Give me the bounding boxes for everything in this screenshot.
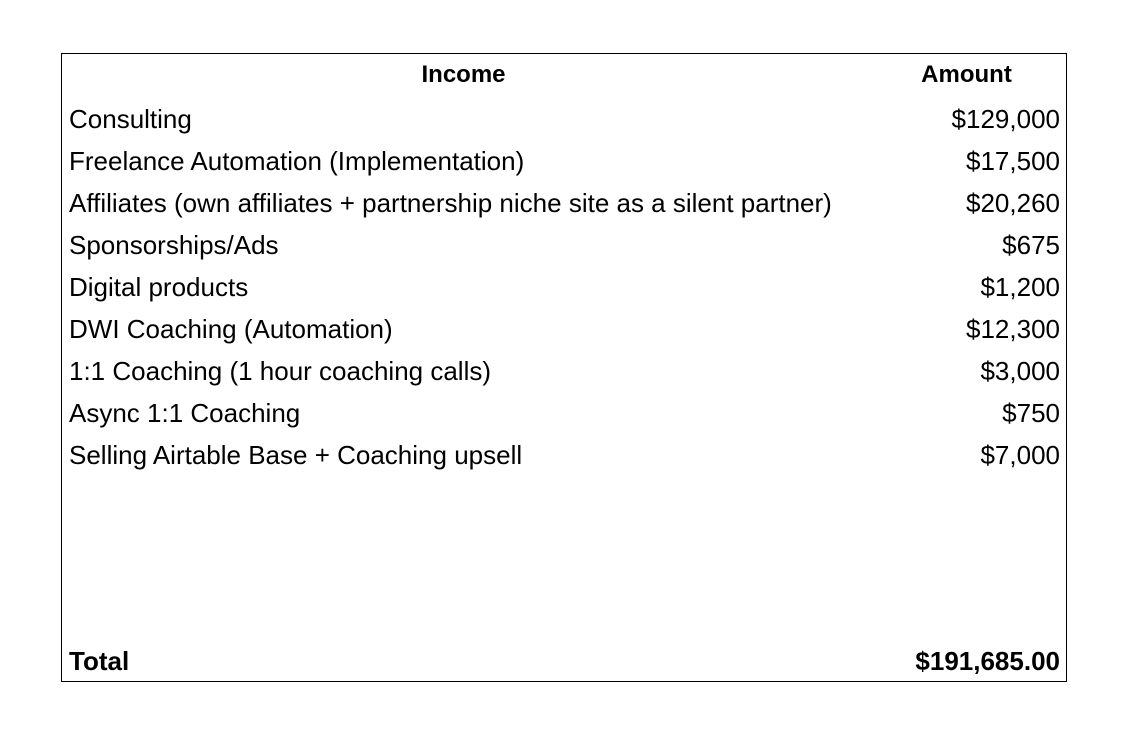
income-label: 1:1 Coaching (1 hour coaching calls) <box>69 356 492 386</box>
income-label: Async 1:1 Coaching <box>69 398 301 428</box>
header-income: Income <box>421 61 506 88</box>
income-label: Sponsorships/Ads <box>69 230 279 260</box>
table-row <box>62 266 1066 308</box>
table-row <box>62 182 1066 224</box>
table-row <box>62 98 1066 140</box>
total-label: Total <box>69 646 130 676</box>
income-amount: $675 <box>1002 230 1060 260</box>
income-label: Affiliates (own affiliates + partnership niche site as a silent partner) <box>69 188 832 218</box>
income-amount: $129,000 <box>951 104 1060 134</box>
table-body <box>62 98 1066 476</box>
income-amount: $3,000 <box>980 356 1060 386</box>
total-amount: $191,685.00 <box>915 646 1060 676</box>
income-amount: $750 <box>1002 398 1060 428</box>
total-row <box>62 646 1066 680</box>
income-label: Freelance Automation (Implementation) <box>69 146 525 176</box>
income-amount: $7,000 <box>980 440 1060 470</box>
income-amount: $17,500 <box>966 146 1060 176</box>
table-row <box>62 350 1066 392</box>
income-amount: $1,200 <box>980 272 1060 302</box>
income-label: Selling Airtable Base + Coaching upsell <box>69 440 523 470</box>
table-row <box>62 140 1066 182</box>
table-row <box>62 224 1066 266</box>
income-label: DWI Coaching (Automation) <box>69 314 393 344</box>
income-amount: $20,260 <box>966 188 1060 218</box>
table-row <box>62 308 1066 350</box>
table-row <box>62 392 1066 434</box>
income-table <box>61 53 1067 682</box>
table-row <box>62 434 1066 476</box>
table-header-row <box>62 54 1066 96</box>
income-label: Digital products <box>69 272 249 302</box>
header-amount: Amount <box>921 61 1012 88</box>
income-amount: $12,300 <box>966 314 1060 344</box>
income-label: Consulting <box>69 104 192 134</box>
